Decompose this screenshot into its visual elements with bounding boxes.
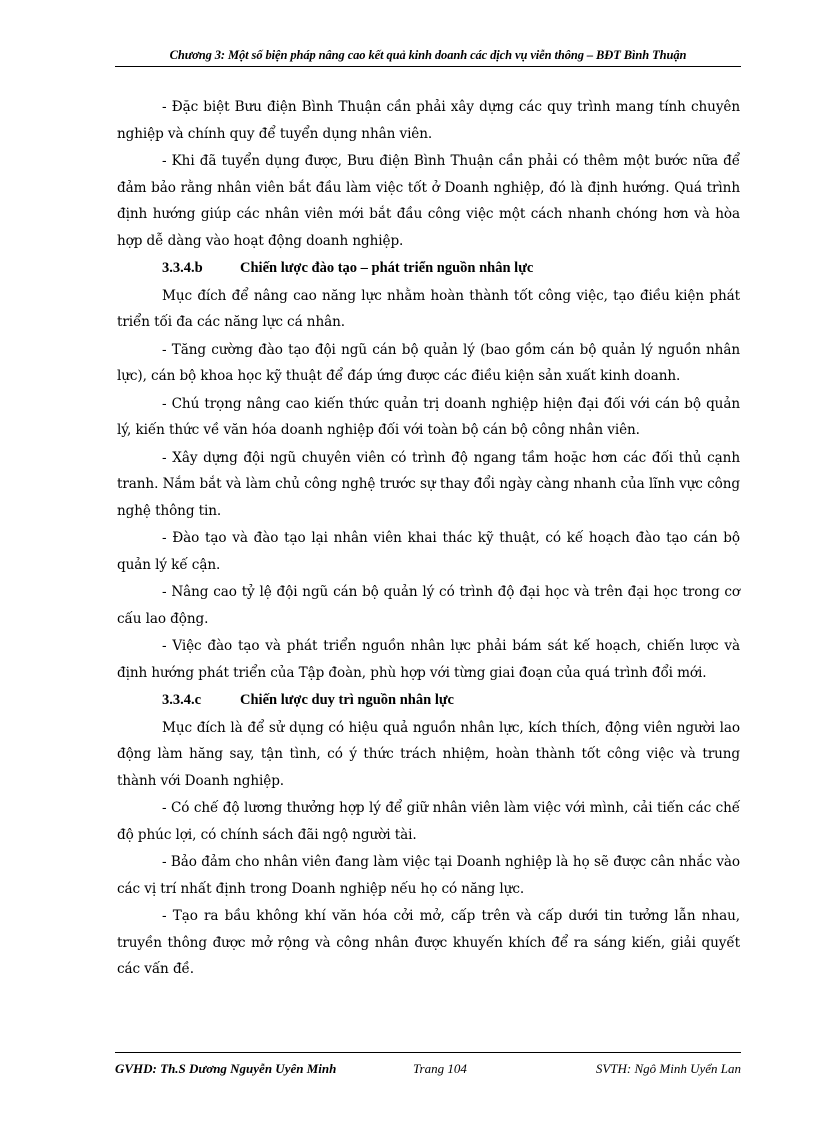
paragraph: - Có chế độ lương thưởng hợp lý để giữ nhân viên làm việc với mình, cải tiến các chế độ phúc lợi, có chính sách đãi ngộ người tài. bbox=[117, 800, 740, 843]
footer-student: SVTH: Ngô Minh Uyển Lan bbox=[595, 1061, 741, 1076]
page-footer bbox=[115, 1052, 741, 1081]
footer-page-number: Trang 104 bbox=[413, 1061, 467, 1076]
section-heading bbox=[117, 255, 740, 282]
paragraph: - Đào tạo và đào tạo lại nhân viên khai thác kỹ thuật, có kế hoạch đào tạo cán bộ quản lý kế cận. bbox=[117, 530, 740, 573]
section-heading bbox=[117, 687, 740, 714]
paragraph: - Chú trọng nâng cao kiến thức quản trị doanh nghiệp hiện đại đối với cán bộ quản lý, kiến thức về văn hóa doanh nghiệp đối với toàn bộ cán bộ công nhân viên. bbox=[117, 395, 740, 438]
section-title: Chiến lược đào tạo – phát triển nguồn nhân lực bbox=[240, 260, 534, 276]
paragraph: - Việc đào tạo và phát triển nguồn nhân lực phải bám sát kế hoạch, chiến lược và định hướng phát triển của Tập đoàn, phù hợp với từng giai đoạn của quá trình đổi mới. bbox=[117, 638, 740, 681]
footer-instructor: GVHD: Th.S Dương Nguyễn Uyên Minh bbox=[115, 1061, 337, 1076]
paragraph: Mục đích để nâng cao năng lực nhằm hoàn thành tốt công việc, tạo điều kiện phát triển tối đa các năng lực cá nhân. bbox=[117, 287, 740, 330]
paragraph: - Xây dựng đội ngũ chuyên viên có trình độ ngang tầm hoặc hơn các đối thủ cạnh tranh. Nắm bắt và làm chủ công nghệ trước sự thay đổi ngày càng nhanh của lĩnh vực công nghệ thông tin. bbox=[117, 449, 740, 519]
section-number: 3.3.4.b bbox=[162, 260, 203, 276]
paragraph: Mục đích là để sử dụng có hiệu quả nguồn nhân lực, kích thích, động viên người lao động làm hăng say, tận tình, có ý thức trách nhiệm, hoàn thành tốt công việc và trung thành với Doanh nghiệp. bbox=[117, 719, 740, 789]
paragraph: - Khi đã tuyển dụng được, Bưu điện Bình Thuận cần phải có thêm một bước nữa để đảm bảo rằng nhân viên bắt đầu làm việc tốt ở Doanh nghiệp, đó là định hướng. Quá trình định hướng giúp các nhân viên mới bắt đầu công việc một cách nhanh chóng hơn và hòa hợp dễ dàng vào hoạt động doanh nghiệp. bbox=[117, 153, 740, 249]
paragraph: - Bảo đảm cho nhân viên đang làm việc tại Doanh nghiệp là họ sẽ được cân nhắc vào các vị trí nhất định trong Doanh nghiệp nếu họ có năng lực. bbox=[117, 854, 740, 897]
paragraph: - Tạo ra bầu không khí văn hóa cởi mở, cấp trên và cấp dưới tin tưởng lẫn nhau, truyền thông được mở rộng và công nhân được khuyến khích để ra sáng kiến, giải quyết các vấn đề. bbox=[117, 908, 740, 977]
chapter-title: Chương 3: Một số biện pháp nâng cao kết quả kinh doanh các dịch vụ viễn thông – BĐT Bình Thuận bbox=[169, 48, 687, 62]
document-body bbox=[117, 94, 740, 984]
paragraph: - Nâng cao tỷ lệ đội ngũ cán bộ quản lý có trình độ đại học và trên đại học trong cơ cấu lao động. bbox=[117, 584, 740, 627]
paragraph: - Tăng cường đào tạo đội ngũ cán bộ quản lý (bao gồm cán bộ quản lý nguồn nhân lực), cán bộ khoa học kỹ thuật để đáp ứng được các điều kiện sản xuất kinh doanh. bbox=[117, 341, 740, 384]
paragraph: - Đặc biệt Bưu điện Bình Thuận cần phải xây dựng các quy trình mang tính chuyên nghiệp và chính quy để tuyển dụng nhân viên. bbox=[117, 99, 740, 142]
section-title: Chiến lược duy trì nguồn nhân lực bbox=[240, 692, 454, 708]
section-number: 3.3.4.c bbox=[162, 692, 202, 708]
page-header bbox=[115, 48, 741, 67]
